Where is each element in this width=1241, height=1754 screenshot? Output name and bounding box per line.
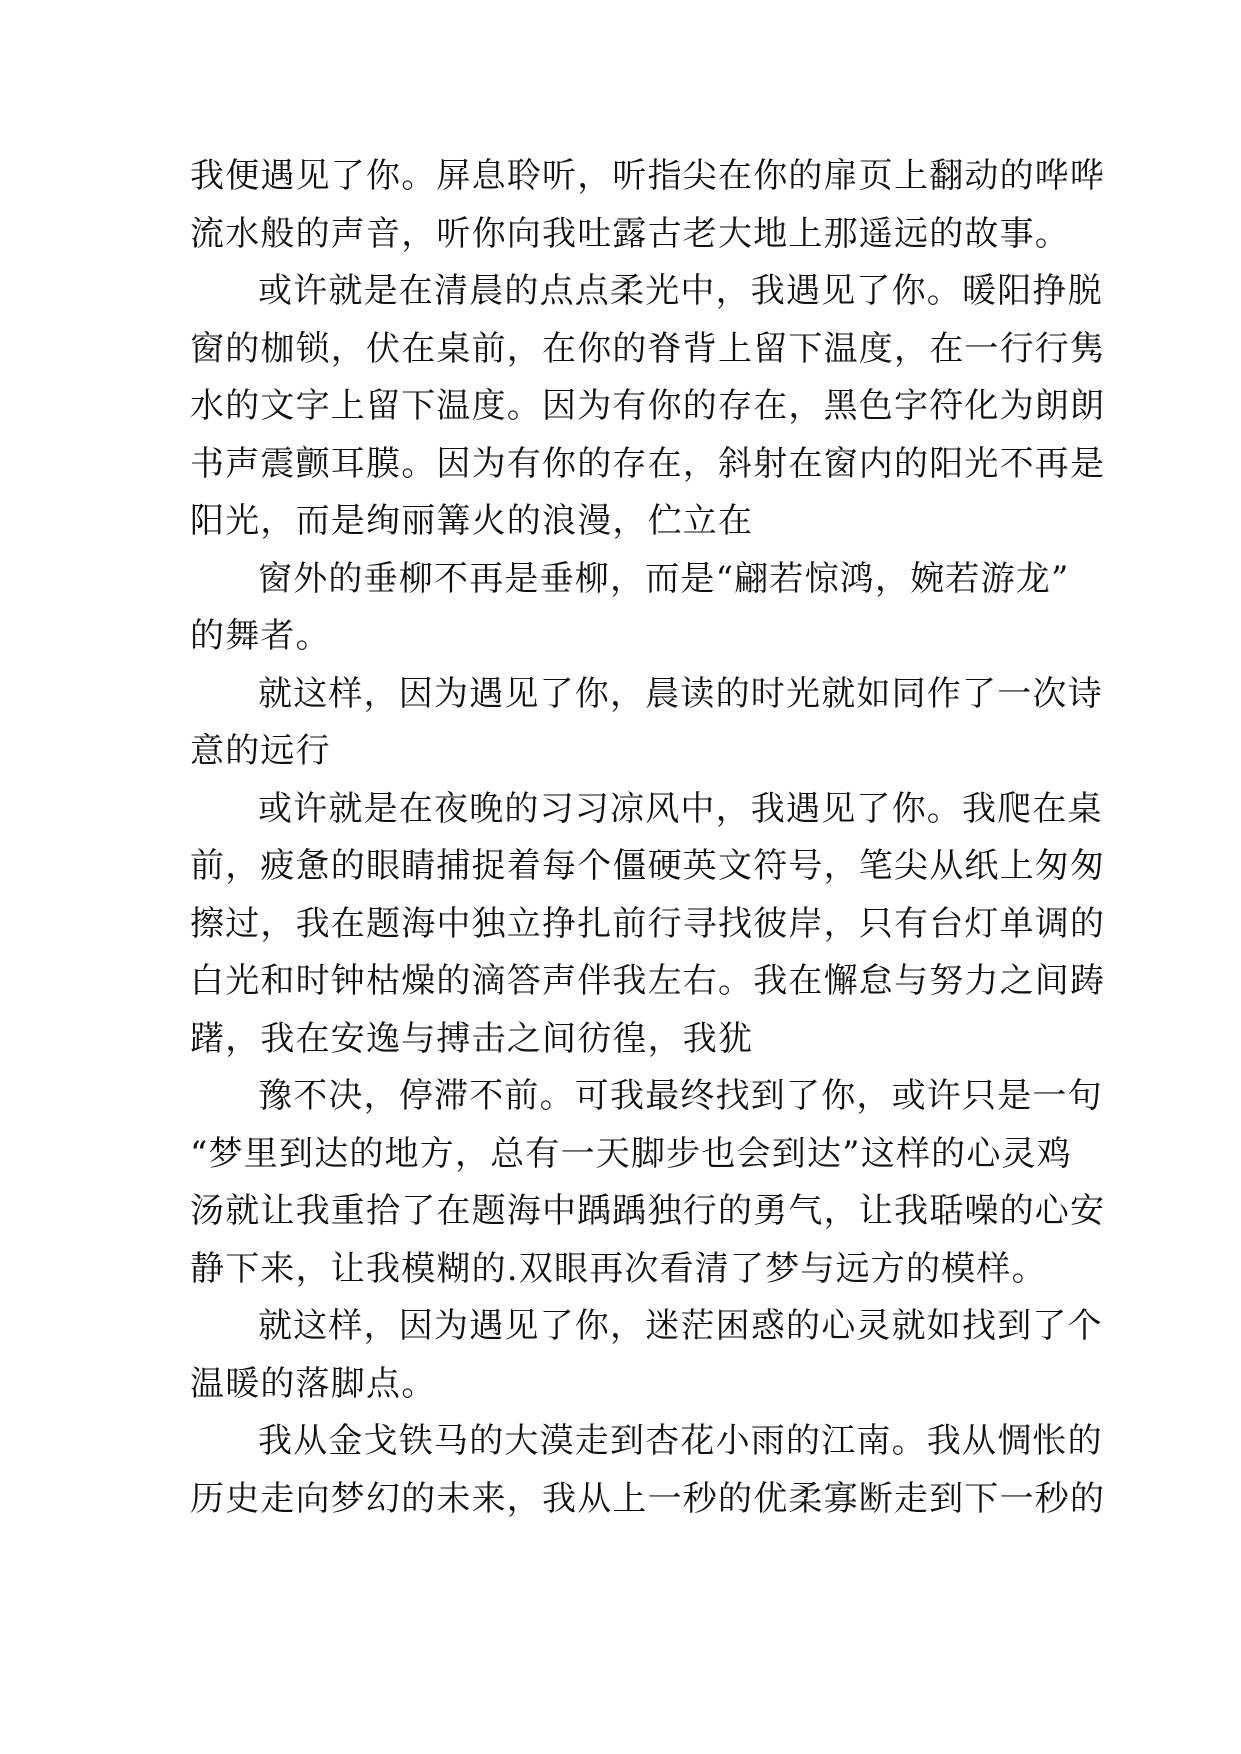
text-line: 就这样，因为遇见了你，晨读的时光就如同作了一次诗	[258, 673, 1103, 714]
text-line: 或许就是在清晨的点点柔光中，我遇见了你。暖阳挣脱	[258, 271, 1103, 311]
text-line: 窗的枷锁，伏在桌前，在你的脊背上留下温度，在一行行隽	[190, 328, 1106, 369]
text-line: 豫不决，停滞不前。可我最终找到了你，或许只是一句	[258, 1076, 1103, 1116]
text-line: 汤就让我重拾了在题海中踽踽独行的勇气，让我聒噪的心安	[190, 1191, 1106, 1231]
text-line: 温暖的落脚点。	[190, 1363, 437, 1404]
text-line: 静下来，让我模糊的.双眼再次看清了梦与远方的模样。	[190, 1248, 1047, 1289]
text-line: 就这样，因为遇见了你，迷茫困惑的心灵就如找到了个	[258, 1306, 1103, 1346]
text-line: 意的远行	[190, 731, 331, 771]
text-line: 水的文字上留下温度。因为有你的存在，黑色字符化为朗朗	[190, 386, 1106, 426]
text-line: 窗外的垂柳不再是垂柳，而是“翩若惊鸿，婉若游龙”	[258, 558, 1070, 599]
body-text	[190, 148, 1106, 1528]
text-line: 历史走向梦幻的未来，我从上一秒的优柔寡断走到下一秒的	[190, 1478, 1106, 1519]
text-line: 躇，我在安逸与搏击之间彷徨，我犹	[190, 1018, 754, 1059]
text-line: 阳光，而是绚丽篝火的浪漫，伫立在	[190, 501, 754, 541]
text-line: 前，疲惫的眼睛捕捉着每个僵硬英文符号，笔尖从纸上匆匆	[190, 846, 1106, 886]
text-line: 擦过，我在题海中独立挣扎前行寻找彼岸，只有台灯单调的	[190, 903, 1106, 944]
text-line: 的舞者。	[190, 616, 331, 656]
text-line: 或许就是在夜晚的习习凉风中，我遇见了你。我爬在桌	[258, 788, 1103, 829]
text-line: 流水般的声音，听你向我吐露古老大地上那遥远的故事。	[190, 213, 1070, 254]
text-line: “梦里到达的地方，总有一天脚步也会到达”这样的心灵鸡	[190, 1133, 1072, 1174]
text-line: 书声震颤耳膜。因为有你的存在，斜射在窗内的阳光不再是	[190, 443, 1106, 484]
text-line: 我从金戈铁马的大漠走到杏花小雨的江南。我从惆怅的	[258, 1421, 1103, 1461]
text-line: 白光和时钟枯燥的滴答声伴我左右。我在懈怠与努力之间踌	[190, 961, 1106, 1001]
text-line: 我便遇见了你。屏息聆听，听指尖在你的扉页上翻动的哗哗	[190, 156, 1106, 196]
